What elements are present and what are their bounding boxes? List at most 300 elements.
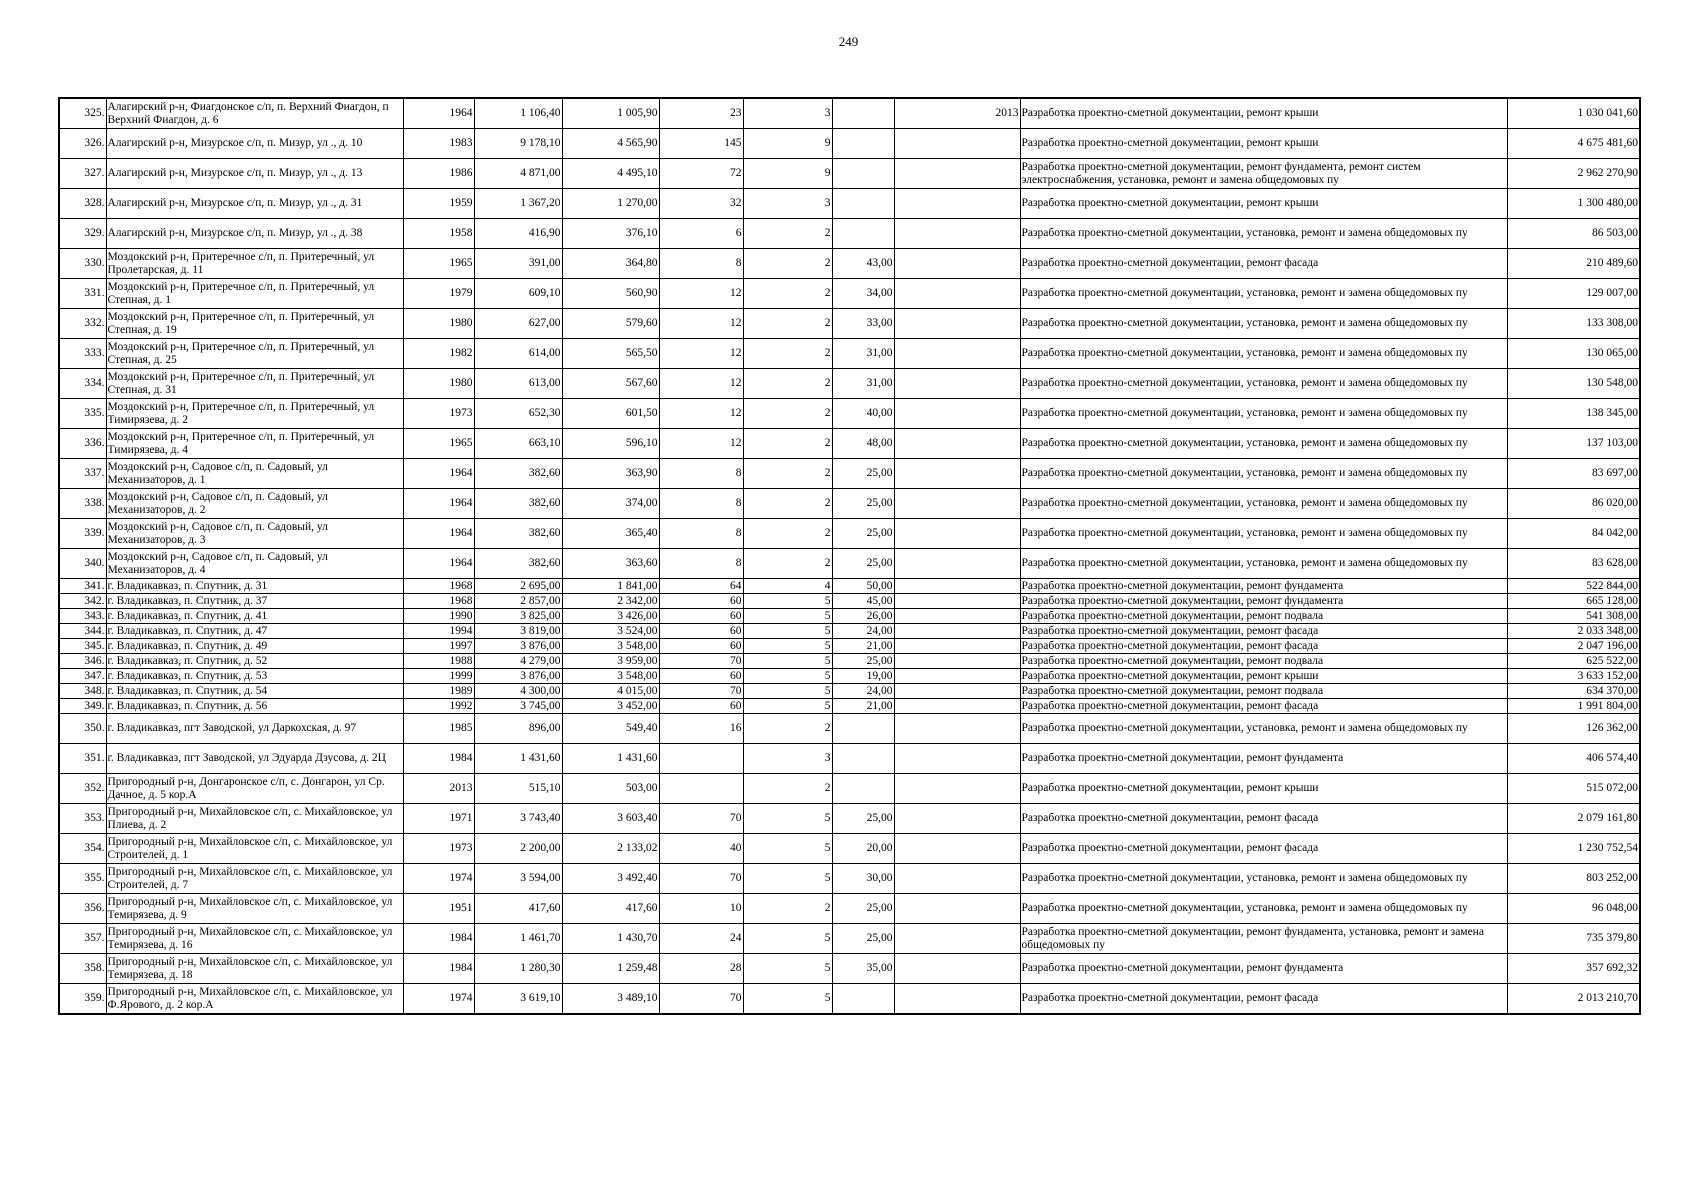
living-area-cell: 3 426,00 xyxy=(562,609,659,624)
work-type-cell: Разработка проектно-сметной документации, установка, ремонт и замена общедомовых пу xyxy=(1020,489,1507,519)
last-repair-year-cell xyxy=(894,129,1020,159)
row-number-cell: 341. xyxy=(59,579,106,594)
total-area-cell: 515,10 xyxy=(474,774,562,804)
build-year-cell: 1974 xyxy=(403,984,474,1015)
total-area-cell: 627,00 xyxy=(474,309,562,339)
cost-cell: 665 128,00 xyxy=(1507,594,1640,609)
total-area-cell: 1 431,60 xyxy=(474,744,562,774)
cost-cell: 3 633 152,00 xyxy=(1507,669,1640,684)
living-area-cell: 3 452,00 xyxy=(562,699,659,714)
address-cell: Пригородный р-н, Михайловское с/п, с. Михайловское, ул Строителей, д. 1 xyxy=(106,834,403,864)
row-number-cell: 332. xyxy=(59,309,106,339)
row-number-cell: 357. xyxy=(59,924,106,954)
work-type-cell: Разработка проектно-сметной документации, установка, ремонт и замена общедомовых пу xyxy=(1020,894,1507,924)
floors-cell: 5 xyxy=(743,954,832,984)
residents-cell: 70 xyxy=(659,804,743,834)
last-repair-year-cell xyxy=(894,654,1020,669)
last-repair-year-cell xyxy=(894,924,1020,954)
total-area-cell: 4 279,00 xyxy=(474,654,562,669)
work-type-cell: Разработка проектно-сметной документации, ремонт крыши xyxy=(1020,774,1507,804)
row-number-cell: 348. xyxy=(59,684,106,699)
wear-percent-cell: 25,00 xyxy=(832,654,894,669)
last-repair-year-cell xyxy=(894,429,1020,459)
residents-cell: 16 xyxy=(659,714,743,744)
build-year-cell: 1990 xyxy=(403,609,474,624)
work-type-cell: Разработка проектно-сметной документации, ремонт фасада xyxy=(1020,624,1507,639)
wear-percent-cell: 25,00 xyxy=(832,459,894,489)
row-number-cell: 329. xyxy=(59,219,106,249)
wear-percent-cell: 31,00 xyxy=(832,339,894,369)
cost-cell: 84 042,00 xyxy=(1507,519,1640,549)
last-repair-year-cell xyxy=(894,279,1020,309)
cost-cell: 625 522,00 xyxy=(1507,654,1640,669)
cost-cell: 406 574,40 xyxy=(1507,744,1640,774)
wear-percent-cell: 21,00 xyxy=(832,699,894,714)
work-type-cell: Разработка проектно-сметной документации, установка, ремонт и замена общедомовых пу xyxy=(1020,714,1507,744)
build-year-cell: 2013 xyxy=(403,774,474,804)
address-cell: Моздокский р-н, Притеречное с/п, п. Притеречный, ул Пролетарская, д. 11 xyxy=(106,249,403,279)
table-row xyxy=(59,309,1640,339)
residents-cell: 64 xyxy=(659,579,743,594)
cost-cell: 86 020,00 xyxy=(1507,489,1640,519)
living-area-cell: 4 015,00 xyxy=(562,684,659,699)
wear-percent-cell: 25,00 xyxy=(832,924,894,954)
floors-cell: 2 xyxy=(743,429,832,459)
cost-cell: 83 628,00 xyxy=(1507,549,1640,579)
build-year-cell: 1983 xyxy=(403,129,474,159)
total-area-cell: 1 106,40 xyxy=(474,98,562,129)
residents-cell: 6 xyxy=(659,219,743,249)
living-area-cell: 3 524,00 xyxy=(562,624,659,639)
row-number-cell: 352. xyxy=(59,774,106,804)
work-type-cell: Разработка проектно-сметной документации, установка, ремонт и замена общедомовых пу xyxy=(1020,309,1507,339)
build-year-cell: 1984 xyxy=(403,924,474,954)
build-year-cell: 1964 xyxy=(403,98,474,129)
floors-cell: 2 xyxy=(743,399,832,429)
work-type-cell: Разработка проектно-сметной документации, установка, ремонт и замена общедомовых пу xyxy=(1020,399,1507,429)
wear-percent-cell: 33,00 xyxy=(832,309,894,339)
wear-percent-cell xyxy=(832,714,894,744)
work-type-cell: Разработка проектно-сметной документации, ремонт фундамента xyxy=(1020,579,1507,594)
residents-cell: 8 xyxy=(659,519,743,549)
address-cell: Моздокский р-н, Притеречное с/п, п. Притеречный, ул Тимирязева, д. 2 xyxy=(106,399,403,429)
total-area-cell: 2 695,00 xyxy=(474,579,562,594)
total-area-cell: 1 280,30 xyxy=(474,954,562,984)
table-row xyxy=(59,714,1640,744)
address-cell: г. Владикавказ, п. Спутник, д. 41 xyxy=(106,609,403,624)
floors-cell: 3 xyxy=(743,98,832,129)
last-repair-year-cell xyxy=(894,774,1020,804)
build-year-cell: 1958 xyxy=(403,219,474,249)
living-area-cell: 3 603,40 xyxy=(562,804,659,834)
floors-cell: 5 xyxy=(743,699,832,714)
wear-percent-cell xyxy=(832,159,894,189)
living-area-cell: 596,10 xyxy=(562,429,659,459)
address-cell: г. Владикавказ, п. Спутник, д. 53 xyxy=(106,669,403,684)
last-repair-year-cell xyxy=(894,714,1020,744)
living-area-cell: 579,60 xyxy=(562,309,659,339)
row-number-cell: 328. xyxy=(59,189,106,219)
cost-cell: 2 962 270,90 xyxy=(1507,159,1640,189)
wear-percent-cell xyxy=(832,774,894,804)
wear-percent-cell: 40,00 xyxy=(832,399,894,429)
last-repair-year-cell xyxy=(894,399,1020,429)
last-repair-year-cell xyxy=(894,549,1020,579)
work-type-cell: Разработка проектно-сметной документации, ремонт фундамента xyxy=(1020,594,1507,609)
wear-percent-cell: 25,00 xyxy=(832,894,894,924)
wear-percent-cell: 25,00 xyxy=(832,519,894,549)
table-row xyxy=(59,804,1640,834)
living-area-cell: 2 342,00 xyxy=(562,594,659,609)
build-year-cell: 1982 xyxy=(403,339,474,369)
floors-cell: 2 xyxy=(743,549,832,579)
work-type-cell: Разработка проектно-сметной документации, установка, ремонт и замена общедомовых пу xyxy=(1020,864,1507,894)
cost-cell: 133 308,00 xyxy=(1507,309,1640,339)
total-area-cell: 3 619,10 xyxy=(474,984,562,1015)
work-type-cell: Разработка проектно-сметной документации, ремонт крыши xyxy=(1020,129,1507,159)
cost-cell: 515 072,00 xyxy=(1507,774,1640,804)
wear-percent-cell: 50,00 xyxy=(832,579,894,594)
cost-cell: 2 047 196,00 xyxy=(1507,639,1640,654)
total-area-cell: 382,60 xyxy=(474,549,562,579)
table-row xyxy=(59,579,1640,594)
table-row xyxy=(59,594,1640,609)
last-repair-year-cell xyxy=(894,744,1020,774)
build-year-cell: 1980 xyxy=(403,369,474,399)
living-area-cell: 3 492,40 xyxy=(562,864,659,894)
total-area-cell: 2 857,00 xyxy=(474,594,562,609)
last-repair-year-cell xyxy=(894,459,1020,489)
work-type-cell: Разработка проектно-сметной документации, ремонт фундамента xyxy=(1020,954,1507,984)
floors-cell: 2 xyxy=(743,309,832,339)
table-row xyxy=(59,669,1640,684)
cost-cell: 357 692,32 xyxy=(1507,954,1640,984)
table-row xyxy=(59,699,1640,714)
row-number-cell: 346. xyxy=(59,654,106,669)
residents-cell: 12 xyxy=(659,399,743,429)
cost-cell: 803 252,00 xyxy=(1507,864,1640,894)
row-number-cell: 331. xyxy=(59,279,106,309)
address-cell: Алагирский р-н, Мизурское с/п, п. Мизур, ул ., д. 13 xyxy=(106,159,403,189)
cost-cell: 634 370,00 xyxy=(1507,684,1640,699)
floors-cell: 5 xyxy=(743,609,832,624)
wear-percent-cell: 43,00 xyxy=(832,249,894,279)
residents-cell: 8 xyxy=(659,459,743,489)
table-row xyxy=(59,519,1640,549)
build-year-cell: 1968 xyxy=(403,579,474,594)
work-type-cell: Разработка проектно-сметной документации, ремонт фундамента, установка, ремонт и замена общедомовых пу xyxy=(1020,924,1507,954)
living-area-cell: 365,40 xyxy=(562,519,659,549)
cost-cell: 83 697,00 xyxy=(1507,459,1640,489)
build-year-cell: 1973 xyxy=(403,399,474,429)
row-number-cell: 325. xyxy=(59,98,106,129)
last-repair-year-cell xyxy=(894,159,1020,189)
row-number-cell: 356. xyxy=(59,894,106,924)
table-row xyxy=(59,744,1640,774)
address-cell: г. Владикавказ, п. Спутник, д. 37 xyxy=(106,594,403,609)
total-area-cell: 416,90 xyxy=(474,219,562,249)
build-year-cell: 1959 xyxy=(403,189,474,219)
address-cell: Пригородный р-н, Михайловское с/п, с. Михайловское, ул Строителей, д. 7 xyxy=(106,864,403,894)
work-type-cell: Разработка проектно-сметной документации, установка, ремонт и замена общедомовых пу xyxy=(1020,549,1507,579)
living-area-cell: 4 565,90 xyxy=(562,129,659,159)
row-number-cell: 333. xyxy=(59,339,106,369)
work-type-cell: Разработка проектно-сметной документации, установка, ремонт и замена общедомовых пу xyxy=(1020,219,1507,249)
row-number-cell: 327. xyxy=(59,159,106,189)
work-type-cell: Разработка проектно-сметной документации, установка, ремонт и замена общедомовых пу xyxy=(1020,519,1507,549)
total-area-cell: 609,10 xyxy=(474,279,562,309)
row-number-cell: 337. xyxy=(59,459,106,489)
wear-percent-cell: 25,00 xyxy=(832,804,894,834)
living-area-cell: 3 548,00 xyxy=(562,639,659,654)
build-year-cell: 1986 xyxy=(403,159,474,189)
address-cell: Пригородный р-н, Михайловское с/п, с. Михайловское, ул Темирязева, д. 9 xyxy=(106,894,403,924)
build-year-cell: 1985 xyxy=(403,714,474,744)
wear-percent-cell: 31,00 xyxy=(832,369,894,399)
row-number-cell: 350. xyxy=(59,714,106,744)
build-year-cell: 1951 xyxy=(403,894,474,924)
wear-percent-cell xyxy=(832,189,894,219)
total-area-cell: 417,60 xyxy=(474,894,562,924)
build-year-cell: 1971 xyxy=(403,804,474,834)
living-area-cell: 1 841,00 xyxy=(562,579,659,594)
cost-cell: 1 030 041,60 xyxy=(1507,98,1640,129)
last-repair-year-cell xyxy=(894,804,1020,834)
living-area-cell: 1 430,70 xyxy=(562,924,659,954)
wear-percent-cell xyxy=(832,744,894,774)
last-repair-year-cell xyxy=(894,894,1020,924)
address-cell: г. Владикавказ, п. Спутник, д. 54 xyxy=(106,684,403,699)
work-type-cell: Разработка проектно-сметной документации, ремонт фасада xyxy=(1020,639,1507,654)
table-row xyxy=(59,249,1640,279)
residents-cell: 12 xyxy=(659,309,743,339)
row-number-cell: 349. xyxy=(59,699,106,714)
wear-percent-cell: 45,00 xyxy=(832,594,894,609)
total-area-cell: 3 743,40 xyxy=(474,804,562,834)
last-repair-year-cell xyxy=(894,339,1020,369)
capital-repair-table xyxy=(58,97,1641,1015)
total-area-cell: 1 367,20 xyxy=(474,189,562,219)
last-repair-year-cell xyxy=(894,639,1020,654)
row-number-cell: 351. xyxy=(59,744,106,774)
living-area-cell: 549,40 xyxy=(562,714,659,744)
living-area-cell: 3 959,00 xyxy=(562,654,659,669)
last-repair-year-cell xyxy=(894,834,1020,864)
wear-percent-cell: 25,00 xyxy=(832,549,894,579)
residents-cell: 60 xyxy=(659,699,743,714)
table-row xyxy=(59,399,1640,429)
work-type-cell: Разработка проектно-сметной документации, ремонт крыши xyxy=(1020,189,1507,219)
work-type-cell: Разработка проектно-сметной документации, установка, ремонт и замена общедомовых пу xyxy=(1020,279,1507,309)
row-number-cell: 345. xyxy=(59,639,106,654)
work-type-cell: Разработка проектно-сметной документации, ремонт фасада xyxy=(1020,804,1507,834)
residents-cell: 12 xyxy=(659,339,743,369)
cost-cell: 522 844,00 xyxy=(1507,579,1640,594)
cost-cell: 4 675 481,60 xyxy=(1507,129,1640,159)
work-type-cell: Разработка проектно-сметной документации, ремонт крыши xyxy=(1020,98,1507,129)
work-type-cell: Разработка проектно-сметной документации, ремонт фасада xyxy=(1020,834,1507,864)
row-number-cell: 335. xyxy=(59,399,106,429)
total-area-cell: 382,60 xyxy=(474,459,562,489)
table-row xyxy=(59,924,1640,954)
living-area-cell: 1 005,90 xyxy=(562,98,659,129)
residents-cell: 70 xyxy=(659,864,743,894)
build-year-cell: 1994 xyxy=(403,624,474,639)
table-row xyxy=(59,489,1640,519)
address-cell: г. Владикавказ, пгт Заводской, ул Эдуарда Дзусова, д. 2Ц xyxy=(106,744,403,774)
build-year-cell: 1989 xyxy=(403,684,474,699)
floors-cell: 9 xyxy=(743,129,832,159)
row-number-cell: 326. xyxy=(59,129,106,159)
last-repair-year-cell xyxy=(894,519,1020,549)
row-number-cell: 343. xyxy=(59,609,106,624)
last-repair-year-cell xyxy=(894,864,1020,894)
table-row xyxy=(59,609,1640,624)
table-row xyxy=(59,369,1640,399)
floors-cell: 9 xyxy=(743,159,832,189)
address-cell: Моздокский р-н, Притеречное с/п, п. Притеречный, ул Тимирязева, д. 4 xyxy=(106,429,403,459)
wear-percent-cell: 21,00 xyxy=(832,639,894,654)
last-repair-year-cell xyxy=(894,249,1020,279)
residents-cell: 70 xyxy=(659,984,743,1015)
work-type-cell: Разработка проектно-сметной документации, ремонт фундамента, ремонт систем электроснабжения, установка, ремонт и замена общедомовых пу xyxy=(1020,159,1507,189)
cost-cell: 86 503,00 xyxy=(1507,219,1640,249)
table-row xyxy=(59,159,1640,189)
living-area-cell: 3 489,10 xyxy=(562,984,659,1015)
table-row xyxy=(59,684,1640,699)
residents-cell: 145 xyxy=(659,129,743,159)
floors-cell: 5 xyxy=(743,984,832,1015)
living-area-cell: 567,60 xyxy=(562,369,659,399)
work-type-cell: Разработка проектно-сметной документации, ремонт фасада xyxy=(1020,249,1507,279)
floors-cell: 2 xyxy=(743,519,832,549)
build-year-cell: 1973 xyxy=(403,834,474,864)
work-type-cell: Разработка проектно-сметной документации, ремонт подвала xyxy=(1020,684,1507,699)
address-cell: Моздокский р-н, Садовое с/п, п. Садовый, ул Механизаторов, д. 2 xyxy=(106,489,403,519)
row-number-cell: 344. xyxy=(59,624,106,639)
address-cell: Алагирский р-н, Мизурское с/п, п. Мизур, ул ., д. 31 xyxy=(106,189,403,219)
table-row xyxy=(59,894,1640,924)
build-year-cell: 1988 xyxy=(403,654,474,669)
wear-percent-cell xyxy=(832,984,894,1015)
row-number-cell: 354. xyxy=(59,834,106,864)
table-row xyxy=(59,624,1640,639)
wear-percent-cell xyxy=(832,219,894,249)
floors-cell: 2 xyxy=(743,459,832,489)
build-year-cell: 1964 xyxy=(403,489,474,519)
work-type-cell: Разработка проектно-сметной документации, установка, ремонт и замена общедомовых пу xyxy=(1020,339,1507,369)
total-area-cell: 3 594,00 xyxy=(474,864,562,894)
wear-percent-cell xyxy=(832,98,894,129)
residents-cell xyxy=(659,774,743,804)
table-row xyxy=(59,129,1640,159)
row-number-cell: 358. xyxy=(59,954,106,984)
total-area-cell: 382,60 xyxy=(474,489,562,519)
last-repair-year-cell xyxy=(894,189,1020,219)
wear-percent-cell: 24,00 xyxy=(832,684,894,699)
table-row xyxy=(59,98,1640,129)
row-number-cell: 342. xyxy=(59,594,106,609)
table-row xyxy=(59,189,1640,219)
last-repair-year-cell: 2013 xyxy=(894,98,1020,129)
table-row xyxy=(59,954,1640,984)
address-cell: Пригородный р-н, Михайловское с/п, с. Михайловское, ул Темирязева, д. 16 xyxy=(106,924,403,954)
build-year-cell: 1999 xyxy=(403,669,474,684)
table-row xyxy=(59,639,1640,654)
row-number-cell: 353. xyxy=(59,804,106,834)
build-year-cell: 1979 xyxy=(403,279,474,309)
table-row xyxy=(59,219,1640,249)
last-repair-year-cell xyxy=(894,699,1020,714)
living-area-cell: 364,80 xyxy=(562,249,659,279)
address-cell: Моздокский р-н, Садовое с/п, п. Садовый, ул Механизаторов, д. 1 xyxy=(106,459,403,489)
cost-cell: 2 013 210,70 xyxy=(1507,984,1640,1015)
cost-cell: 129 007,00 xyxy=(1507,279,1640,309)
row-number-cell: 339. xyxy=(59,519,106,549)
residents-cell: 8 xyxy=(659,549,743,579)
build-year-cell: 1965 xyxy=(403,429,474,459)
residents-cell: 24 xyxy=(659,924,743,954)
address-cell: г. Владикавказ, п. Спутник, д. 49 xyxy=(106,639,403,654)
build-year-cell: 1980 xyxy=(403,309,474,339)
table-row xyxy=(59,549,1640,579)
cost-cell: 1 230 752,54 xyxy=(1507,834,1640,864)
residents-cell: 23 xyxy=(659,98,743,129)
row-number-cell: 338. xyxy=(59,489,106,519)
cost-cell: 137 103,00 xyxy=(1507,429,1640,459)
residents-cell: 60 xyxy=(659,669,743,684)
residents-cell: 28 xyxy=(659,954,743,984)
residents-cell: 40 xyxy=(659,834,743,864)
last-repair-year-cell xyxy=(894,609,1020,624)
cost-cell: 1 300 480,00 xyxy=(1507,189,1640,219)
table-row xyxy=(59,339,1640,369)
last-repair-year-cell xyxy=(894,684,1020,699)
build-year-cell: 1992 xyxy=(403,699,474,714)
page-number: 249 xyxy=(838,34,859,49)
floors-cell: 4 xyxy=(743,579,832,594)
last-repair-year-cell xyxy=(894,624,1020,639)
table-row xyxy=(59,429,1640,459)
address-cell: Алагирский р-н, Мизурское с/п, п. Мизур, ул ., д. 10 xyxy=(106,129,403,159)
cost-cell: 1 991 804,00 xyxy=(1507,699,1640,714)
wear-percent-cell xyxy=(832,129,894,159)
last-repair-year-cell xyxy=(894,594,1020,609)
floors-cell: 3 xyxy=(743,189,832,219)
work-type-cell: Разработка проектно-сметной документации, установка, ремонт и замена общедомовых пу xyxy=(1020,429,1507,459)
total-area-cell: 1 461,70 xyxy=(474,924,562,954)
address-cell: Моздокский р-н, Садовое с/п, п. Садовый, ул Механизаторов, д. 3 xyxy=(106,519,403,549)
floors-cell: 2 xyxy=(743,249,832,279)
last-repair-year-cell xyxy=(894,579,1020,594)
residents-cell: 70 xyxy=(659,654,743,669)
floors-cell: 5 xyxy=(743,864,832,894)
total-area-cell: 4 300,00 xyxy=(474,684,562,699)
residents-cell: 70 xyxy=(659,684,743,699)
address-cell: Алагирский р-н, Фиагдонское с/п, п. Верхний Фиагдон, п Верхний Фиагдон, д. 6 xyxy=(106,98,403,129)
residents-cell: 12 xyxy=(659,429,743,459)
table-row xyxy=(59,774,1640,804)
address-cell: Пригородный р-н, Михайловское с/п, с. Михайловское, ул Темирязева, д. 18 xyxy=(106,954,403,984)
wear-percent-cell: 34,00 xyxy=(832,279,894,309)
residents-cell: 8 xyxy=(659,249,743,279)
residents-cell: 12 xyxy=(659,279,743,309)
living-area-cell: 565,50 xyxy=(562,339,659,369)
build-year-cell: 1964 xyxy=(403,519,474,549)
table-row xyxy=(59,984,1640,1015)
total-area-cell: 3 825,00 xyxy=(474,609,562,624)
wear-percent-cell: 48,00 xyxy=(832,429,894,459)
